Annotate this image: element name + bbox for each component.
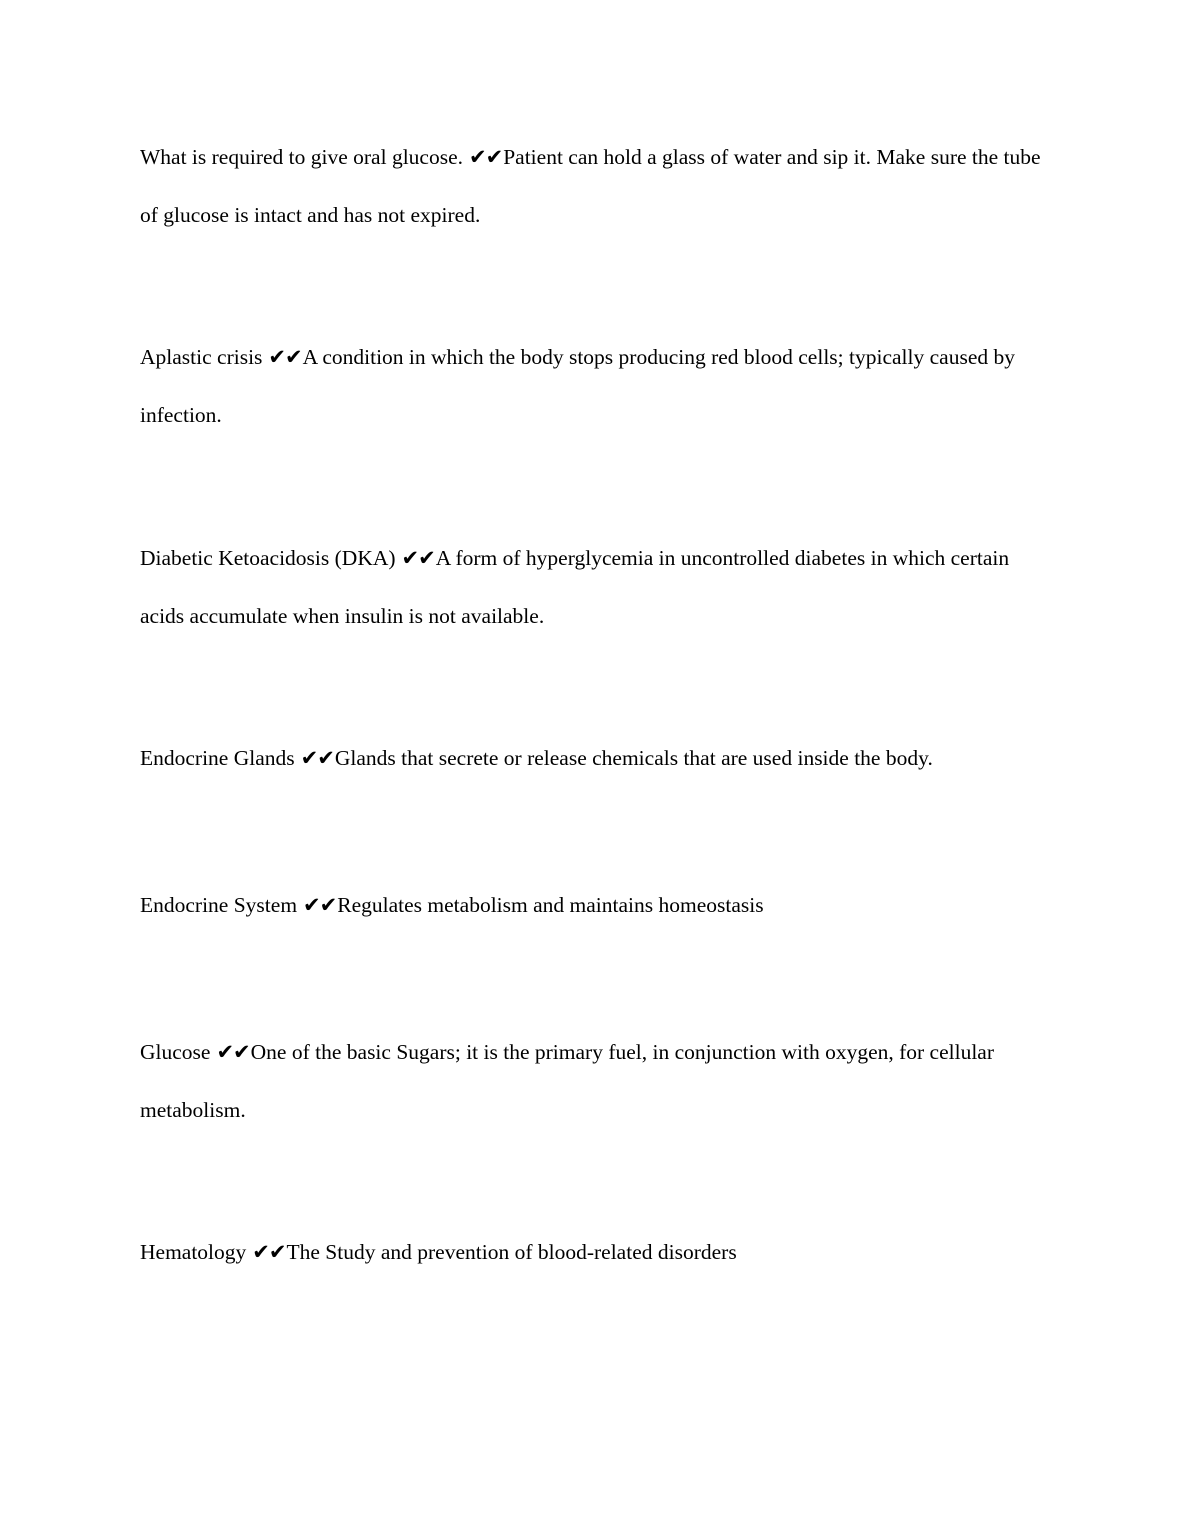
double-check-icon: ✔✔ (303, 893, 337, 917)
double-check-icon: ✔✔ (300, 746, 334, 770)
entry-term: What is required to give oral glucose. (140, 145, 463, 169)
entry-definition: Regulates metabolism and maintains homeostasis (337, 893, 764, 917)
entry-term: Diabetic Ketoacidosis (DKA) (140, 546, 396, 570)
double-check-icon: ✔✔ (469, 145, 503, 169)
entry-definition: One of the basic Sugars; it is the primary fuel, in conjunction with oxygen, for cellular metabolism. (140, 1040, 995, 1122)
flashcard-entry (140, 729, 1050, 787)
entry-term: Endocrine Glands (140, 746, 295, 770)
double-check-icon: ✔✔ (216, 1040, 250, 1064)
double-check-icon: ✔✔ (252, 1240, 286, 1264)
flashcard-entry (140, 529, 1050, 645)
entry-definition: Patient can hold a glass of water and sip it. Make sure the tube of glucose is intact and has not expired. (140, 145, 1041, 227)
double-check-icon: ✔✔ (268, 345, 302, 369)
entry-definition: Glands that secrete or release chemicals that are used inside the body. (334, 746, 933, 770)
entry-definition: The Study and prevention of blood-related disorders (286, 1240, 737, 1264)
entry-term: Endocrine System (140, 893, 298, 917)
entry-term: Glucose (140, 1040, 211, 1064)
flashcard-entry (140, 128, 1050, 244)
entry-term: Aplastic crisis (140, 345, 263, 369)
entry-term: Hematology (140, 1240, 247, 1264)
flashcard-entry (140, 328, 1050, 444)
entry-definition: A form of hyperglycemia in uncontrolled diabetes in which certain acids accumulate when insulin is not available. (140, 546, 1010, 628)
flashcard-entry (140, 1023, 1050, 1139)
flashcard-entry (140, 876, 1050, 934)
entry-definition: A condition in which the body stops producing red blood cells; typically caused by infection. (140, 345, 1015, 427)
double-check-icon: ✔✔ (401, 546, 435, 570)
flashcard-entry (140, 1223, 1050, 1281)
